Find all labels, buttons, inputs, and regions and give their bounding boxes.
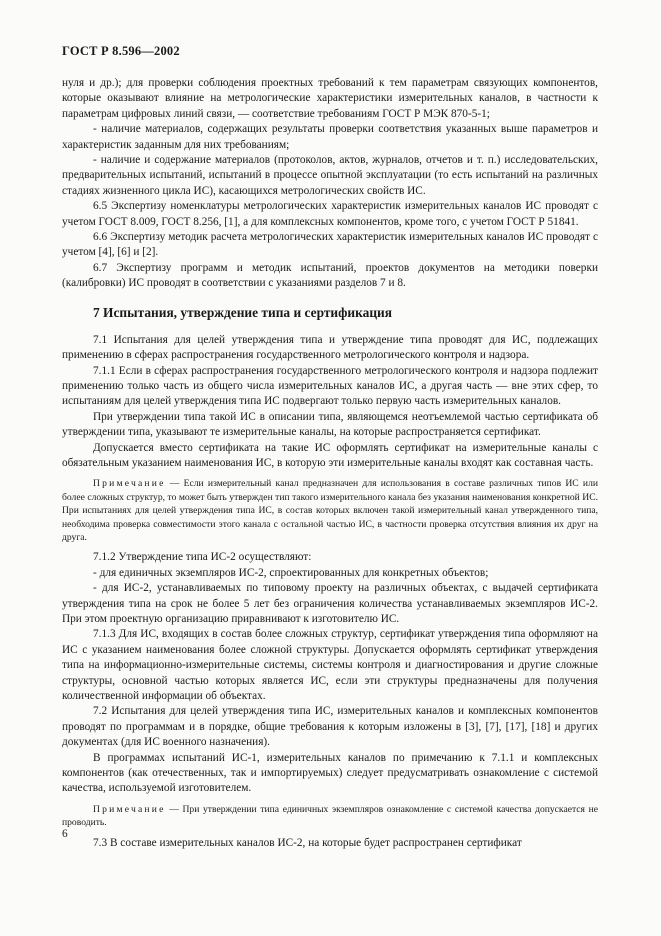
paragraph: При утверждении типа такой ИС в описании типа, являющемся неотъемлемой частью сертификата об утверждении типа, указывают те измерительные каналы, на которые распространяется сертификат. (62, 410, 598, 439)
paragraph: нуля и др.); для проверки соблюдения проектных требований к тем параметрам связующих компонентов, которые оказывают влияние на метрологические характеристики измерительных каналов, в частности к параметрам цифровых линий связи, — соответствие требованиям ГОСТ Р МЭК 870-5-1; (62, 77, 598, 120)
document-body (62, 76, 598, 851)
note-text: — Если измерительный канал предназначен для использования в составе различных типов ИС или более сложных структур, то может быть утвержден тип такого измерительного канала без указания наименования конкретной ИС. При испытаниях для целей утверждения типа ИС, в состав которых включен такой измерительный канал утвержденного типа, необходима проверка совместимости этого канала с остальной частью ИС, в частности проверка отсутствия влияния их друг на друга. (62, 478, 598, 543)
page-header: ГОСТ Р 8.596—2002 (62, 44, 180, 58)
note (62, 803, 598, 830)
paragraph: 7.2 Испытания для целей утверждения типа ИС, измерительных каналов и комплексных компонентов проводят по программам и в порядке, общие требования к которым изложены в [3], [7], [17], [18] и других документах (для ИС военного назначения). (62, 705, 598, 749)
paragraph: - наличие материалов, содержащих результаты проверки соответствия указанных выше параметров и характеристик заданным для них требованиям; (62, 123, 598, 151)
paragraph: 7.1 Испытания для целей утверждения типа и утверждение типа проводят для ИС, подлежащих применению в сферах распространения государственного метрологического контроля и надзора. (62, 333, 598, 362)
paragraph: 6.7 Экспертизу программ и методик испытаний, проектов документов на методики поверки (калибровки) ИС проводят в соответствии с указаниями разделов 7 и 8. (62, 261, 598, 290)
paragraph: В программах испытаний ИС-1, измерительных каналов по примечанию к 7.1.1 и комплексных компонентов (как отечественных, так и импортируемых) следует предусматривать ознакомление с системой качества, используемой изготовителем. (62, 751, 598, 795)
paragraph: 7.1.3 Для ИС, входящих в состав более сложных структур, сертификат утверждения типа оформляют на ИС с указанием наименования более сложной структуры. Допускается оформлять сертификат утверждения типа на информационно-измерительные системы, системы контроля и диагностирования и другие сложные структуры, основной частью которых является ИС, если эти структуры предназначены для получения количественной информации об объектах. (62, 628, 598, 703)
paragraph: 7.1.1 Если в сферах распространения государственного метрологического контроля и надзора подлежит применению только часть из общего числа измерительных каналов ИС, а другая часть — вне этих сфер, то испытаниям для целей утверждения типа ИС подвергают только первую часть измерительных каналов. (62, 364, 598, 408)
page-number: 6 (62, 828, 68, 840)
paragraph: - наличие и содержание материалов (протоколов, актов, журналов, отчетов и т. п.) исследовательских, предварительных испытаний, испытаний в процессе опытной эксплуатации (то есть испытаний на различных стадиях жизненного цикла ИС), касающихся метрологических свойств ИС. (62, 154, 598, 197)
paragraph: 6.5 Экспертизу номенклатуры метрологических характеристик измерительных каналов ИС проводят с учетом ГОСТ 8.009, ГОСТ 8.256, [1], а для комплексных компонентов, кроме того, с учетом ГОСТ Р 51841. (62, 200, 598, 228)
paragraph: Допускается вместо сертификата на такие ИС оформлять сертификат на измерительные каналы с обязательным указанием наименования ИС, в которую эти измерительные каналы входят как составная часть. (62, 441, 598, 469)
section-heading: 7 Испытания, утверждение типа и сертификация (93, 304, 393, 320)
note-label: Примечание (93, 478, 166, 490)
note (62, 477, 598, 544)
paragraph: - для ИС-2, устанавливаемых по типовому проекту на различных объектах, с выдачей сертификата утверждения типа на срок не более 5 лет без ограничения количества устанавливаемых экземпляров ИС-2. При этом проектную организацию приравнивают к изготовителю ИС. (62, 582, 598, 625)
note-label: Примечание (93, 803, 166, 815)
paragraph: - для единичных экземпляров ИС-2, спроектированных для конкретных объектов; (93, 566, 489, 579)
note-text: — При утверждении типа единичных экземпляров ознакомление с системой качества допускается не проводить. (62, 803, 598, 829)
paragraph: 7.1.2 Утверждение типа ИС-2 осуществляют: (93, 551, 312, 564)
paragraph: 6.6 Экспертизу методик расчета метрологических характеристик измерительных каналов ИС проводят с учетом [4], [6] и [2]. (62, 231, 598, 259)
paragraph: 7.3 В составе измерительных каналов ИС-2, на которые будет распространен сертификат (93, 836, 522, 849)
